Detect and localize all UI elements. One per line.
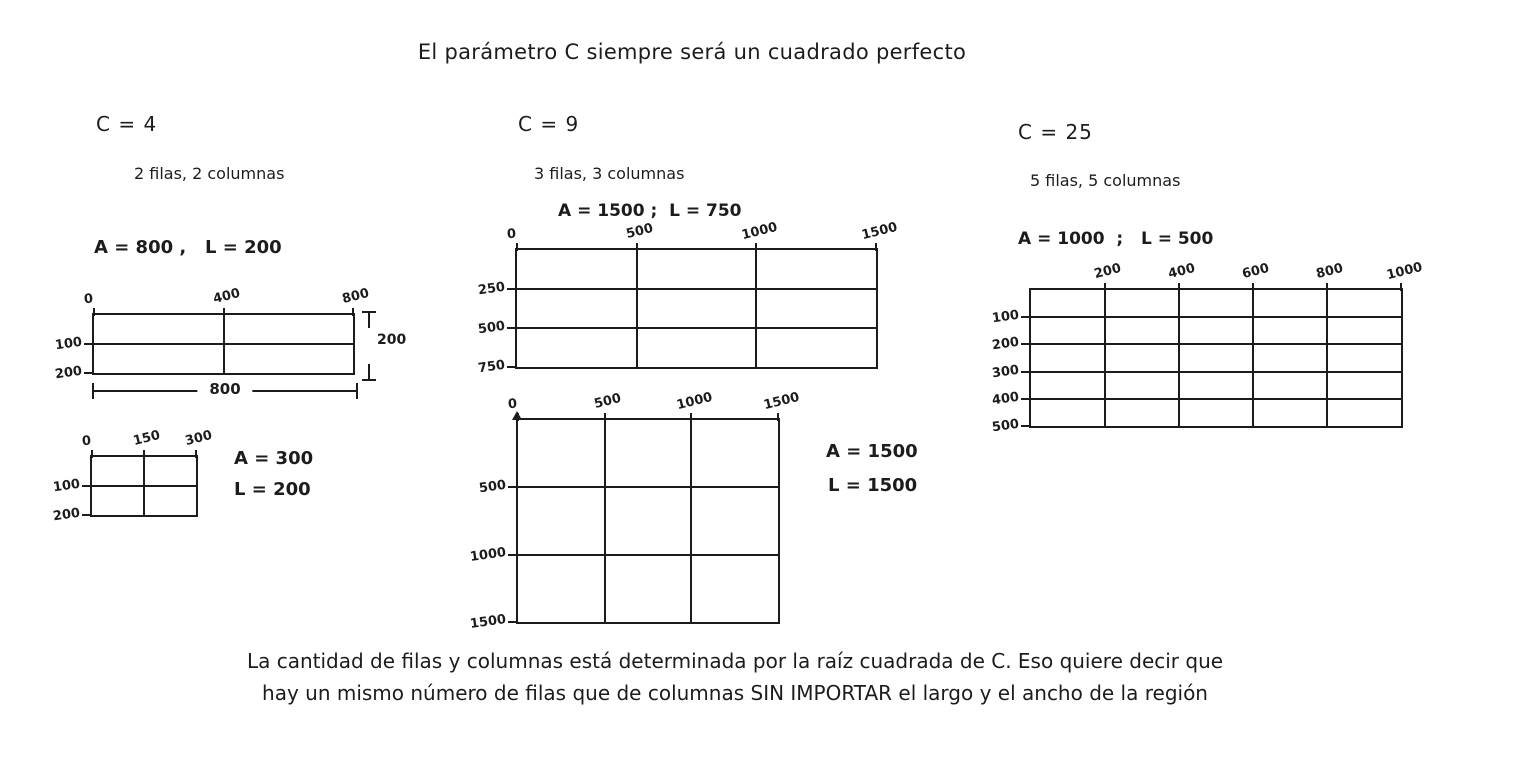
- height-dimension-label: 200: [377, 332, 407, 348]
- y-tick-mark: [508, 554, 516, 556]
- grid-column-line: [636, 250, 638, 367]
- x-tick-label: 300: [183, 427, 214, 450]
- grid-c9-wide: [476, 219, 899, 377]
- y-tick-mark: [84, 372, 92, 374]
- x-tick-label: 400: [1166, 260, 1197, 283]
- y-tick-label: 100: [53, 334, 83, 354]
- x-tick-mark: [93, 308, 95, 316]
- x-tick-label: 0: [83, 291, 94, 308]
- x-tick-mark: [777, 413, 779, 421]
- section-subheading-c9: 3 filas, 3 columnas: [534, 164, 685, 183]
- grid-c9-square-length-label: L = 1500: [828, 475, 918, 496]
- y-tick-label: 200: [53, 363, 83, 383]
- footer-line-1: La cantidad de filas y columnas está determinada por la raíz cuadrada de C. Eso quiere decir que: [246, 649, 1224, 673]
- grid-column-line: [1104, 290, 1106, 426]
- y-tick-mark: [1021, 343, 1029, 345]
- y-tick-mark: [1021, 371, 1029, 373]
- bracket-stem: [368, 313, 370, 328]
- y-tick-mark: [507, 366, 515, 368]
- y-tick-mark: [84, 343, 92, 345]
- footer-line-2: hay un mismo número de filas que de columnas SIN IMPORTAR el largo y el ancho de la región: [262, 681, 1208, 705]
- x-tick-mark: [517, 413, 519, 421]
- y-tick-label: 1500: [468, 612, 507, 632]
- x-tick-mark: [690, 413, 692, 421]
- x-tick-label: 1000: [740, 219, 780, 244]
- width-dimension-bracket: [92, 380, 358, 399]
- y-tick-label: 500: [477, 477, 507, 497]
- x-tick-mark: [1252, 283, 1254, 291]
- grid-column-line: [755, 250, 757, 367]
- x-tick-mark: [143, 450, 145, 458]
- grid-c25: [990, 259, 1424, 436]
- grid-c4-small-length-label: L = 200: [234, 479, 311, 500]
- y-tick-label: 250: [476, 279, 506, 299]
- x-tick-mark: [1104, 283, 1106, 291]
- y-tick-label: 500: [990, 416, 1020, 436]
- grid-row-line: [517, 288, 876, 290]
- grid-row-line: [1031, 371, 1401, 373]
- x-tick-mark: [352, 308, 354, 316]
- grid-c9-wide-params: A = 1500 ; L = 750: [558, 201, 742, 221]
- y-tick-label: 500: [476, 318, 506, 338]
- x-tick-label: 400: [211, 285, 242, 308]
- y-tick-label: 100: [51, 476, 81, 496]
- x-tick-mark: [1178, 283, 1180, 291]
- grid-row-line: [94, 343, 353, 345]
- section-subheading-c25: 5 filas, 5 columnas: [1030, 171, 1181, 190]
- x-tick-mark: [195, 450, 197, 458]
- y-tick-mark: [1021, 316, 1029, 318]
- y-tick-label: 100: [990, 307, 1020, 327]
- width-dimension-label: 800: [197, 380, 252, 398]
- grid-row-line: [518, 554, 778, 556]
- grid-c25-params: A = 1000 ; L = 500: [1018, 229, 1214, 249]
- grid-c9-square-area-label: A = 1500: [826, 441, 918, 462]
- footer-explanation: [70, 645, 1400, 709]
- x-tick-label: 1500: [762, 389, 801, 414]
- y-tick-mark: [82, 485, 90, 487]
- grid-column-line: [690, 420, 692, 622]
- grid-c4-small-area-label: A = 300: [234, 448, 314, 469]
- y-tick-label: 200: [990, 335, 1020, 354]
- y-tick-mark: [507, 327, 515, 329]
- grid-row-line: [1031, 316, 1401, 318]
- y-tick-mark: [1021, 398, 1029, 400]
- y-tick-label: 750: [476, 357, 506, 377]
- height-dimension-bracket: [361, 311, 377, 381]
- grid-c4-small: [51, 427, 214, 525]
- x-tick-mark: [1400, 283, 1402, 291]
- grid-row-line: [517, 327, 876, 329]
- bracket-stem: [368, 364, 370, 379]
- x-tick-label: 800: [340, 285, 371, 308]
- y-tick-label: 1000: [468, 544, 507, 565]
- x-tick-label: 600: [1240, 260, 1271, 283]
- x-tick-mark: [1326, 283, 1328, 291]
- x-tick-mark: [604, 413, 606, 421]
- x-tick-label: 500: [592, 390, 623, 413]
- y-tick-mark: [508, 621, 516, 623]
- x-tick-label: 1000: [675, 389, 715, 414]
- x-tick-mark: [223, 308, 225, 316]
- x-tick-mark: [875, 243, 877, 251]
- section-heading-c4: C = 4: [96, 112, 158, 136]
- y-tick-mark: [1021, 425, 1029, 427]
- x-tick-label: 1000: [1385, 259, 1424, 284]
- x-tick-mark: [91, 450, 93, 458]
- section-subheading-c4: 2 filas, 2 columnas: [134, 164, 285, 183]
- y-tick-label: 200: [51, 505, 81, 525]
- grid-column-line: [1178, 290, 1180, 426]
- x-tick-label: 500: [624, 220, 655, 243]
- grid-column-line: [604, 420, 606, 622]
- y-tick-mark: [508, 486, 516, 488]
- section-heading-c9: C = 9: [518, 112, 580, 136]
- page-title: El parámetro C siempre será un cuadrado perfecto: [417, 40, 967, 64]
- grid-row-line: [92, 485, 196, 487]
- grid-row-line: [1031, 343, 1401, 345]
- x-tick-mark: [516, 243, 518, 251]
- grid-column-line: [1252, 290, 1254, 426]
- section-heading-c25: C = 25: [1018, 120, 1093, 144]
- x-tick-label: 800: [1314, 260, 1345, 283]
- y-tick-mark: [507, 288, 515, 290]
- y-tick-label: 300: [990, 362, 1020, 381]
- grid-c4-main: [53, 285, 371, 383]
- bracket-cap: [356, 383, 358, 399]
- x-tick-label: 0: [507, 396, 518, 413]
- x-tick-mark: [755, 243, 757, 251]
- grid-row-line: [1031, 398, 1401, 400]
- x-tick-label: 150: [131, 427, 162, 450]
- x-tick-label: 1500: [860, 219, 899, 244]
- y-tick-label: 400: [990, 389, 1020, 409]
- grid-row-line: [518, 486, 778, 488]
- grid-c4-main-params: A = 800 , L = 200: [94, 237, 282, 258]
- x-tick-label: 200: [1092, 260, 1123, 283]
- y-tick-mark: [82, 514, 90, 516]
- x-tick-label: 0: [81, 433, 92, 450]
- grid-column-line: [1326, 290, 1328, 426]
- bracket-cap: [362, 379, 376, 381]
- x-tick-mark: [636, 243, 638, 251]
- x-tick-label: 0: [506, 226, 517, 243]
- grid-c9-square: [468, 389, 801, 632]
